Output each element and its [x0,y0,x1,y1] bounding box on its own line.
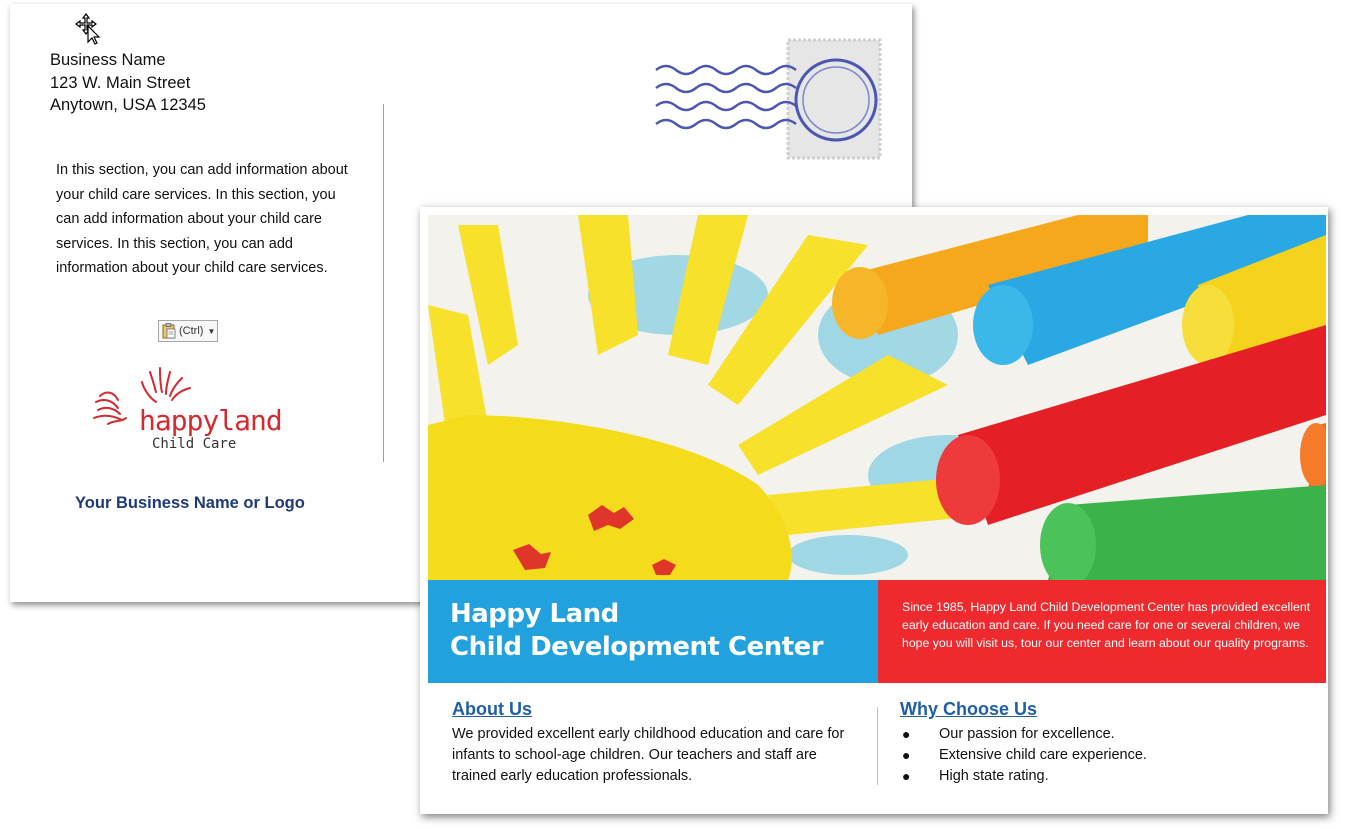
info-text-box[interactable]: In this section, you can add information about your child care services. In this section, you can add information about your child care services. In this section, you can add information about your child care services. [56,162,348,276]
postmark-stamp-icon [646,38,886,162]
address-line-3: Anytown, USA 12345 [50,96,206,114]
why-choose-us-list [900,724,1300,787]
why-choose-us-section[interactable] [900,699,1300,787]
hero-image [428,215,1326,580]
bullet-icon: ● [902,768,911,784]
center-title-line-2: Child Development Center [450,632,824,662]
title-band [428,580,878,683]
logo-tagline-text: Child Care [152,436,237,452]
move-cursor-icon [74,12,108,46]
address-line-2: 123 W. Main Street [50,73,191,92]
business-logo-placeholder[interactable]: Your Business Name or Logo [75,494,305,512]
section-divider [877,707,878,785]
about-us-section[interactable] [452,699,862,787]
why-choose-us-heading: Why Choose Us [900,699,1038,719]
bullet-icon: ● [902,726,911,742]
center-blurb[interactable]: Since 1985, Happy Land Child Development Center has provided excellent early education and care. If you need care for one or several children, we hope you will visit us, tour our center and learn about our quality programs. [902,600,1311,650]
clipboard-icon [162,323,176,339]
postcard-front [420,207,1328,814]
crayon-sun-illustration [428,215,1326,580]
about-us-body: We provided excellent early childhood education and care for infants to school-age children. Our teachers and staff are trained early education professionals. [452,726,845,784]
list-item: ● Our passion for excellence. [900,724,1300,745]
blurb-band [878,580,1326,683]
list-item: ● High state rating. [900,766,1300,787]
paste-options-label: (Ctrl) [179,325,204,337]
logo-brand-text: happyland [139,404,282,437]
center-title[interactable] [450,598,823,664]
list-item: ● Extensive child care experience. [900,745,1300,766]
address-line-1: Business Name [50,51,166,69]
about-us-heading: About Us [452,699,532,719]
chevron-down-icon: ▼ [207,326,216,336]
happyland-logo[interactable] [90,362,300,454]
bullet-icon: ● [902,747,911,763]
paste-options-button[interactable] [158,320,218,342]
center-title-line-1: Happy Land [450,599,619,629]
return-address[interactable] [50,49,206,117]
vertical-divider [383,104,384,462]
